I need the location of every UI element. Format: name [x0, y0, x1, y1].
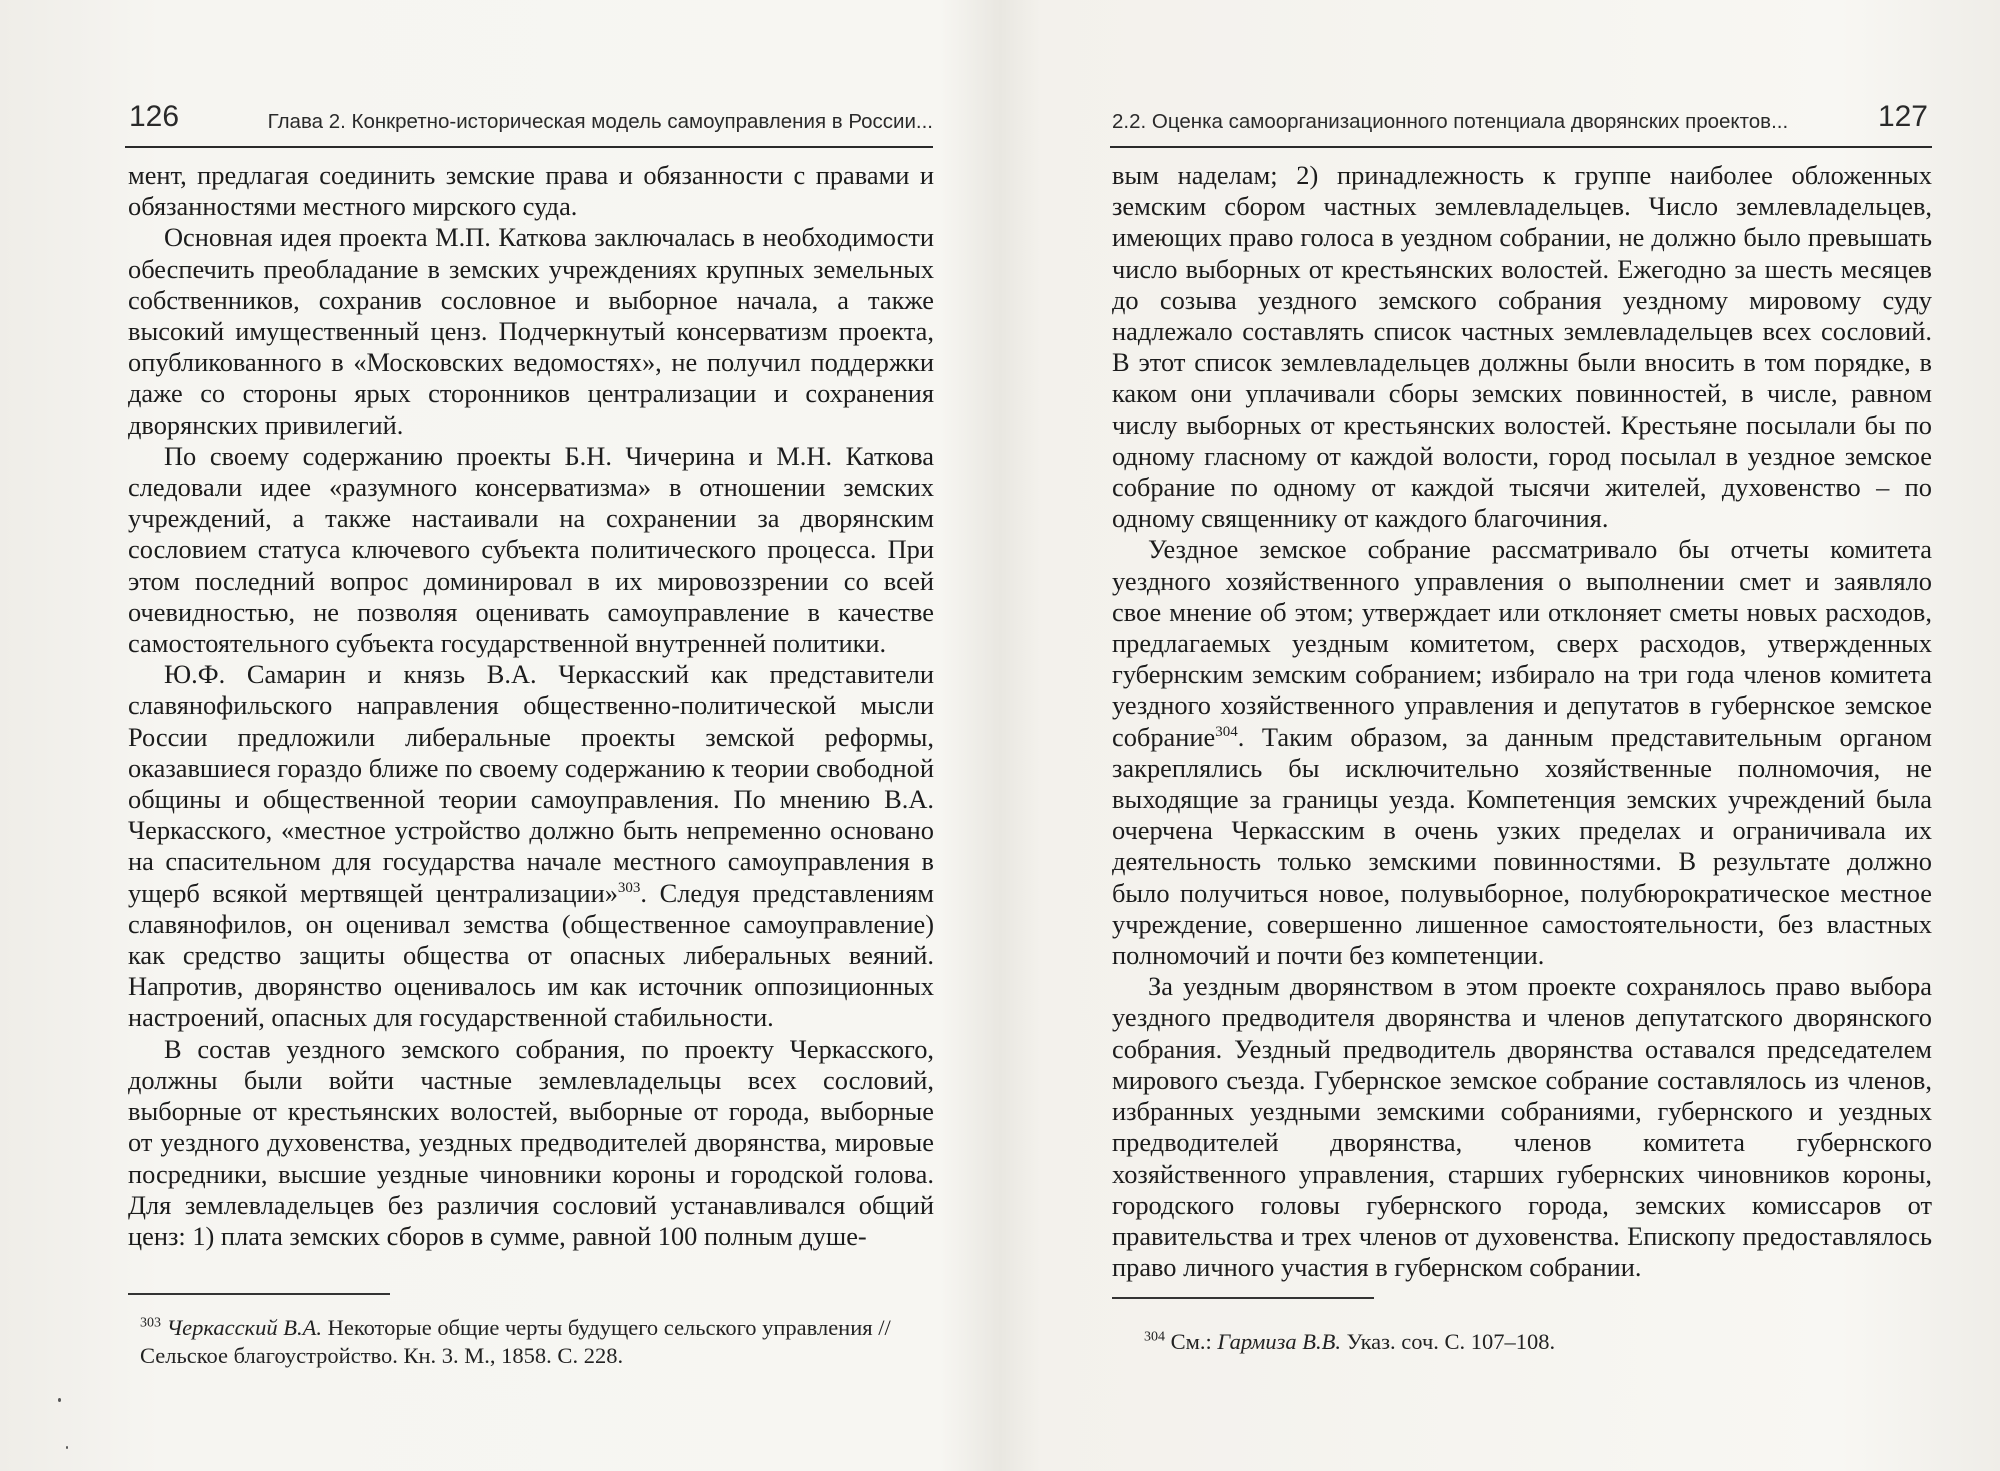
paragraph-text: Уездное земское собрание рассматривало бы отчеты комитета уездного хозяйственного управления о выполнении смет и заявляло свое мнение об этом; утверждает или отклоняет сметы новых расходов, предлагаемых уездным комитетом, сверх расходов, утвержденных губернским земским собранием; избирало на три года членов комитета уездного хозяйственного управления и депутатов в губернское земское собрание: [1112, 534, 1932, 752]
paragraph-text: Ю.Ф. Самарин и князь В.А. Черкасский как представители славянофильского направления общественно-политической мысли России предложили либеральные проекты земской реформы, оказавшиеся гораздо ближе по своему содержанию к теории свободной общины и общественной теории самоуправления. По мнению В.А. Черкасского, «местное устройство должно быть непременно основано на спасительном для государства начале местного самоуправления в ущерб всякой мертвящей централизации»: [128, 659, 934, 908]
footnote-text: Некоторые общие черты будущего сельского управления // Сельское благоустройство. Кн. 3. М., 1858. С. 228.: [140, 1315, 891, 1368]
running-title-left: Глава 2. Конкретно-историческая модель самоуправления в России...: [267, 110, 933, 133]
footnote-author: Черкасский В.А.: [166, 1315, 322, 1340]
footnote-number: 303: [140, 1315, 161, 1331]
paragraph: За уездным дворянством в этом проекте сохранялось право выбора уездного предводителя дворянства и членов депутатского дворянского собрания. Уездный предводитель дворянства оставался председателем мирового съезда. Губернское земское собрание составлялось из членов, избранных уездными земскими собраниями, губернского и уездных предводителей дворянства, членов комитета губернского хозяйственного управления, старших губернских чиновников короны, городского головы губернского города, земских комиссаров от правительства и трех членов от духовенства. Епископу предоставлялось право личного участия в губернском собрании.: [1112, 971, 1932, 1283]
right-body-text: [1112, 160, 1932, 1283]
paragraph: По своему содержанию проекты Б.Н. Чичерина и М.Н. Каткова следовали идее «разумного консерватизма» в отношении земских учреждений, а также настаивали на сохранении за дворянским сословием статуса ключевого субъекта политического процесса. При этом последний вопрос доминировал в их мировоззрении со всей очевидностью, не позволяя оценивать самоуправление в качестве самостоятельного субъекта государственной внутренней политики.: [128, 440, 934, 659]
paragraph: вым наделам; 2) принадлежность к группе наиболее обложенных земским сбором частных землевладельцев. Число землевладельцев, имеющих право голоса в уездном собрании, не должно было превышать число выборных от крестьянских волостей. Ежегодно за шесть месяцев до созыва уездного земского собрания уездному мировому суду надлежало составлять список частных землевладельцев всех сословий. В этот список землевладельцев должны были вносить в том порядке, в каком они уплачивали сборы земских повинностей, в числе, равном числу выборных от крестьянских волостей. Крестьяне посылали бы по одному гласному от каждой волости, город посылал в уездное земское собрание по одному от каждой тысячи жителей, духовенство – по одному священнику от каждого благочиния.: [1112, 160, 1932, 534]
paragraph: В состав уездного земского собрания, по проекту Черкасского, должны были войти частные землевладельцы всех сословий, выборные от крестьянских волостей, выборные от города, выборные от уездного духовенства, уездных предводителей дворянства, мировые посредники, высшие уездные чиновники короны и городской голова. Для землевладельцев без различия сословий устанавливался общий ценз: 1) плата земских сборов в сумме, равной 100 полным душе-: [128, 1033, 934, 1251]
paragraph: Основная идея проекта М.П. Каткова заключалась в необходимости обеспечить преобладание в земских учреждениях крупных земельных собственников, сохранив сословное и выборное начала, а также высокий имущественный ценз. Подчеркнутый консерватизм проекта, опубликованного в «Московских ведомостях», не получил поддержки даже со стороны ярых сторонников централизации и сохранения дворянских привилегий.: [128, 222, 934, 440]
right-page: [1000, 0, 2000, 1471]
paragraph: мент, предлагая соединить земские права и обязанности с правами и обязанностями местного мирского суда.: [128, 160, 934, 222]
footnote-divider: [1112, 1297, 1374, 1299]
footnote-text: Указ. соч. С. 107–108.: [1341, 1329, 1556, 1354]
footnote-divider: [128, 1293, 390, 1295]
page-number-left: 126: [129, 100, 180, 133]
footnote-ref-303[interactable]: 303: [617, 879, 641, 896]
paper-speck: [58, 1398, 61, 1402]
paragraph: [1112, 534, 1932, 971]
left-body-text: [128, 160, 934, 1252]
paragraph-text: . Таким образом, за данным представительным органом закреплялись бы исключительно хозяйственные полномочия, не выходящие за границы уезда. Компетенция земских учреждений была очерчена Черкасским в очень узких пределах и ограничивала их деятельность только земскими повинностями. В результате должно было получиться новое, полувыборное, полубюрократическое местное учреждение, совершенно лишенное самостоятельности, без властных полномочий и почти без компетенции.: [1112, 721, 1932, 971]
running-title-right: 2.2. Оценка самоорганизационного потенциала дворянских проектов...: [1112, 110, 1789, 133]
page-number-right: 127: [1877, 100, 1928, 133]
footnote-prefix: См.:: [1170, 1329, 1218, 1354]
right-running-header: [1110, 98, 1932, 148]
paper-speck: [66, 1446, 68, 1449]
footnote-number: 304: [1144, 1329, 1165, 1345]
footnote-author: Гармиза В.В.: [1217, 1329, 1341, 1354]
footnote-303: [140, 1314, 940, 1370]
left-running-header: [125, 98, 933, 148]
footnote-304: [1144, 1328, 1924, 1356]
footnote-ref-304[interactable]: 304: [1215, 723, 1238, 740]
paragraph: [128, 659, 934, 1033]
paragraph-text: . Следуя представлениям славянофилов, он оценивал земства (общественное самоуправление) как средство защиты общества от опасных либеральных веяний. Напротив, дворянство оценивалось им как источник оппозиционных настроений, опасных для государственной стабильности.: [128, 877, 934, 1033]
